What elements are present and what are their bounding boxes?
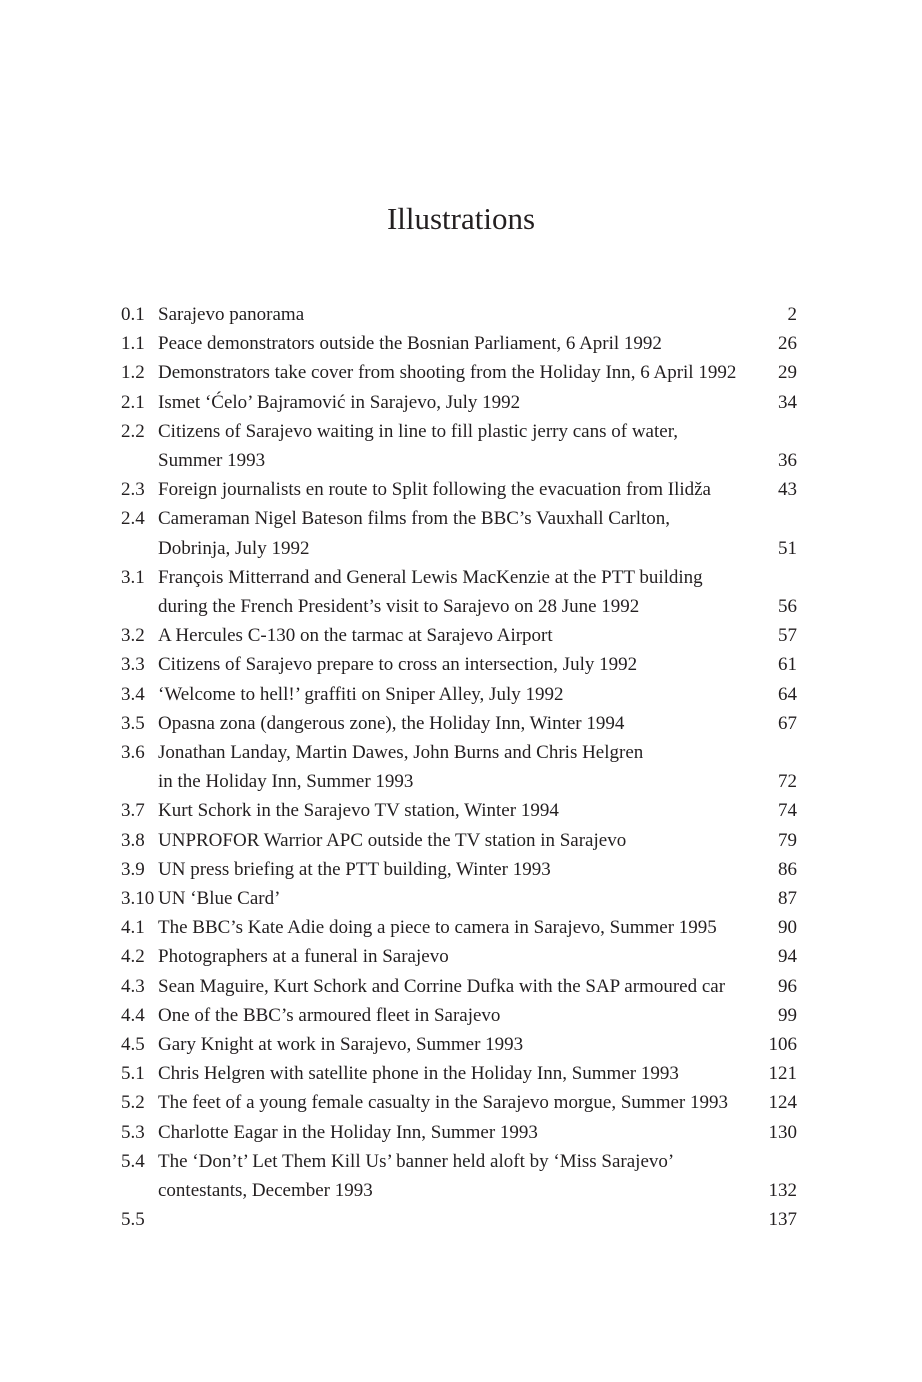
entry-page: 94 bbox=[778, 946, 797, 968]
entry-caption: UNPROFOR Warrior APC outside the TV station in Sarajevo bbox=[158, 829, 627, 851]
entry-caption: Opasna zona (dangerous zone), the Holiday Inn, Winter 1994 bbox=[158, 712, 625, 734]
entry-page: 99 bbox=[778, 1004, 797, 1026]
entry-caption: Ismet ‘Ćelo’ Bajramović in Sarajevo, July 1992 bbox=[158, 391, 521, 413]
entry-number: 3.9 bbox=[121, 858, 145, 880]
entry-number: 3.3 bbox=[121, 654, 145, 676]
list-item bbox=[121, 504, 797, 562]
entry-number: 3.2 bbox=[121, 625, 145, 647]
list-item bbox=[121, 680, 797, 709]
entry-caption: A Hercules C-130 on the tarmac at Sarajevo Airport bbox=[158, 625, 553, 647]
entry-caption: Demonstrators take cover from shooting from the Holiday Inn, 6 April 1992 bbox=[158, 362, 737, 384]
entry-number: 0.1 bbox=[121, 304, 145, 325]
entry-caption: Sean Maguire, Kurt Schork and Corrine Dufka with the SAP armoured car bbox=[158, 975, 726, 997]
entry-page: 121 bbox=[768, 1063, 797, 1085]
entry-number: 3.6 bbox=[121, 742, 145, 764]
entry-number: 4.3 bbox=[121, 975, 145, 997]
list-item bbox=[121, 942, 797, 971]
list-item bbox=[121, 913, 797, 942]
entry-page: 124 bbox=[768, 1092, 797, 1114]
entry-number: 3.7 bbox=[121, 800, 145, 822]
list-item bbox=[121, 826, 797, 855]
entry-page: 34 bbox=[778, 391, 797, 413]
entry-caption: One of the BBC’s armoured fleet in Sarajevo bbox=[158, 1004, 501, 1026]
entry-caption: Kurt Schork in the Sarajevo TV station, Winter 1994 bbox=[158, 800, 559, 822]
entry-number: 3.5 bbox=[121, 712, 145, 734]
entry-number: 4.2 bbox=[121, 946, 145, 968]
list-item bbox=[121, 388, 797, 417]
entry-number: 2.3 bbox=[121, 479, 145, 501]
list-item bbox=[121, 1030, 797, 1059]
entry-page: 79 bbox=[778, 829, 797, 851]
entry-number: 4.5 bbox=[121, 1034, 145, 1056]
entry-number: 4.4 bbox=[121, 1004, 145, 1026]
entry-page: 74 bbox=[778, 800, 797, 822]
entry-number: 2.1 bbox=[121, 391, 145, 413]
list-item bbox=[121, 1147, 797, 1205]
entry-caption: UN ‘Blue Card’ bbox=[158, 888, 281, 910]
entry-caption: Cameraman Nigel Bateson films from the BBC’s Vauxhall Carlton, Dobrinja, July 1992 bbox=[158, 508, 671, 559]
entry-page: 86 bbox=[778, 858, 797, 880]
entry-page: 87 bbox=[778, 888, 797, 910]
entry-number: 5.2 bbox=[121, 1092, 145, 1114]
entry-caption: UN press briefing at the PTT building, Winter 1993 bbox=[158, 858, 551, 880]
list-item bbox=[121, 1205, 797, 1234]
entry-page: 57 bbox=[778, 625, 797, 647]
entry-page: 36 bbox=[778, 450, 797, 472]
entry-caption: Charlotte Eagar in the Holiday Inn, Summer 1993 bbox=[158, 1121, 538, 1143]
entry-page: 64 bbox=[778, 683, 797, 705]
entry-number: 5.1 bbox=[121, 1063, 145, 1085]
entry-caption: Citizens of Sarajevo waiting in line to fill plastic jerry cans of water, Summer 1993 bbox=[158, 420, 679, 472]
entry-number: 3.1 bbox=[121, 566, 145, 588]
list-item bbox=[121, 972, 797, 1001]
list-item bbox=[121, 1118, 797, 1147]
entry-page: 26 bbox=[778, 333, 797, 355]
entry-caption: Foreign journalists en route to Split following the evacuation from Ilidža bbox=[158, 479, 711, 501]
entry-page: 137 bbox=[768, 1209, 797, 1231]
entry-page: 61 bbox=[778, 654, 797, 676]
list-item bbox=[121, 475, 797, 504]
entry-number: 5.5 bbox=[121, 1209, 145, 1231]
list-item bbox=[121, 621, 797, 650]
list-item bbox=[121, 358, 797, 387]
list-item bbox=[121, 796, 797, 825]
entry-caption: Citizens of Sarajevo prepare to cross an intersection, July 1992 bbox=[158, 654, 638, 676]
entry-page: 132 bbox=[768, 1180, 797, 1202]
entry-caption: Jonathan Landay, Martin Dawes, John Burns and Chris Helgren in the Holiday Inn, Summer 1993 bbox=[158, 742, 644, 793]
list-item bbox=[121, 329, 797, 358]
entry-number: 4.1 bbox=[121, 917, 145, 939]
entry-page: 90 bbox=[778, 917, 797, 939]
list-item bbox=[121, 1088, 797, 1117]
list-item bbox=[121, 855, 797, 884]
entry-page: 43 bbox=[778, 479, 797, 501]
entry-caption: ‘Welcome to hell!’ graffiti on Sniper Alley, July 1992 bbox=[158, 683, 564, 705]
entry-page: 67 bbox=[778, 712, 797, 734]
entry-number: 3.8 bbox=[121, 829, 145, 851]
entry-page: 72 bbox=[778, 771, 797, 793]
entry-number: 2.2 bbox=[121, 420, 145, 442]
entry-caption: François Mitterrand and General Lewis MacKenzie at the PTT building during the French President’s visit to Sarajevo on 28 June 1992 bbox=[158, 566, 703, 618]
list-item bbox=[121, 738, 797, 796]
entry-page: 130 bbox=[768, 1121, 797, 1143]
list-item bbox=[121, 300, 797, 329]
entry-page: 29 bbox=[778, 362, 797, 384]
entry-caption: The feet of a young female casualty in the Sarajevo morgue, Summer 1993 bbox=[158, 1092, 728, 1114]
entry-number: 2.4 bbox=[121, 508, 145, 530]
entry-caption: Photographers at a funeral in Sarajevo bbox=[158, 946, 449, 968]
entry-number: 5.4 bbox=[121, 1150, 145, 1172]
entry-caption: Peace demonstrators outside the Bosnian Parliament, 6 April 1992 bbox=[158, 333, 662, 355]
entry-number: 1.1 bbox=[121, 333, 145, 355]
entry-page: 2 bbox=[787, 304, 797, 325]
list-item bbox=[121, 1059, 797, 1088]
list-item bbox=[121, 563, 797, 621]
entry-page: 96 bbox=[778, 975, 797, 997]
entry-page: 56 bbox=[778, 596, 797, 618]
entry-number: 3.4 bbox=[121, 683, 145, 705]
illustrations-list bbox=[121, 300, 797, 1235]
entry-page: 51 bbox=[778, 537, 797, 559]
entry-number: 1.2 bbox=[121, 362, 145, 384]
list-item bbox=[121, 884, 797, 913]
entry-caption: Sarajevo panorama bbox=[158, 304, 305, 325]
entry-caption: The BBC’s Kate Adie doing a piece to camera in Sarajevo, Summer 1995 bbox=[158, 917, 717, 939]
page-title: Illustrations bbox=[386, 201, 536, 236]
entry-caption: Gary Knight at work in Sarajevo, Summer 1993 bbox=[158, 1034, 524, 1056]
entry-caption: The ‘Don’t’ Let Them Kill Us’ banner held aloft by ‘Miss Sarajevo’ contestants, December 1993 bbox=[158, 1150, 675, 1202]
entry-page: 106 bbox=[768, 1034, 797, 1056]
list-item bbox=[121, 417, 797, 475]
entry-caption: Chris Helgren with satellite phone in the Holiday Inn, Summer 1993 bbox=[158, 1063, 679, 1085]
list-item bbox=[121, 650, 797, 679]
list-item bbox=[121, 1001, 797, 1030]
entry-number: 5.3 bbox=[121, 1121, 145, 1143]
entry-number: 3.10 bbox=[121, 888, 155, 910]
list-item bbox=[121, 709, 797, 738]
